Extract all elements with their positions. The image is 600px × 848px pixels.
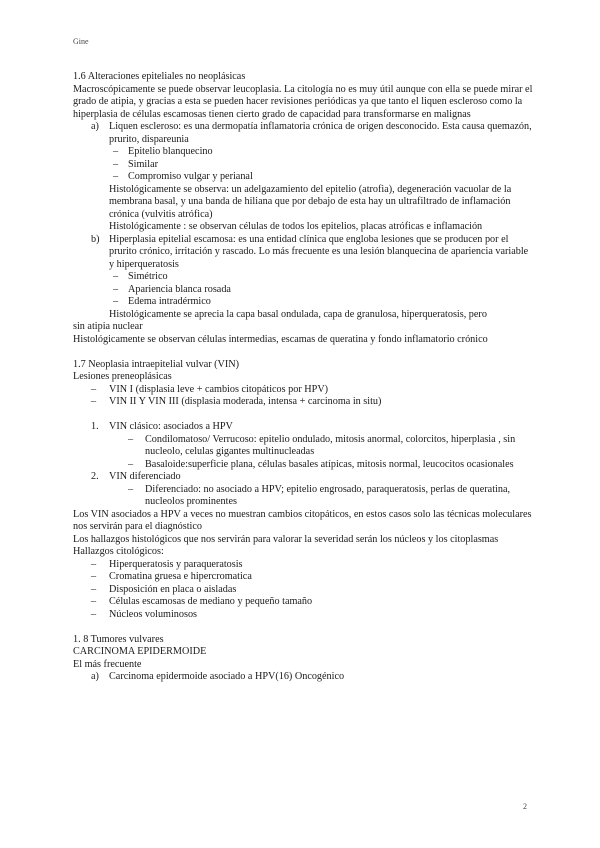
dash-bullet: – xyxy=(91,608,97,620)
list-item-a-carcinoma xyxy=(73,671,533,684)
list-item-text: VIN II Y VIN III (displasia moderada, intensa + carcinoma in situ) xyxy=(109,396,382,407)
running-header: Gine xyxy=(73,37,89,46)
dash-bullet: – xyxy=(113,158,119,170)
list-item-a-liquen xyxy=(73,121,533,146)
dash-bullet: – xyxy=(91,583,97,595)
list-item xyxy=(73,384,533,397)
list-item xyxy=(73,609,533,622)
list-item-text: Núcleos voluminosos xyxy=(109,608,198,620)
list-item-text: VIN diferenciado xyxy=(109,471,181,482)
section-1-8-subtitle-2: El más frecuente xyxy=(73,658,142,670)
page-content xyxy=(73,71,533,684)
list-item-text: Hiperplasia epitelial escamosa: es una entidad clínica que engloba lesiones que se producen por el prurito crónico, irritación y rascado. Lo más frecuente es una lesión blanquecina de apariencia variable y hiperqueratosis xyxy=(109,233,529,270)
list-item xyxy=(73,159,533,172)
list-item-text: Simétrico xyxy=(128,271,168,282)
numbered-item-vin-diferenciado xyxy=(73,471,533,484)
list-item xyxy=(73,571,533,584)
section-1-7-title: 1.7 Neoplasia intraepitelial vulvar (VIN) xyxy=(73,358,240,370)
list-marker: 2. xyxy=(91,471,99,482)
list-item-text: Apariencia blanca rosada xyxy=(128,283,231,295)
section-1-8-subtitle: CARCINOMA EPIDERMOIDE xyxy=(73,646,207,657)
list-item-text: VIN I (displasia leve + cambios citopáticos por HPV) xyxy=(109,383,329,395)
histology-paragraph: Histológicamente se aprecia la capa basal ondulada, capa de granulosa, hiperqueratosis, pero xyxy=(109,308,487,320)
list-item xyxy=(73,284,533,297)
list-item xyxy=(73,596,533,609)
list-item-text: Hiperqueratosis y paraqueratosis xyxy=(109,558,243,570)
section-1-6-intro: Macroscópicamente se puede observar leucoplasia. La citología no es muy útil aunque con ella se puede mirar el grado de atipia, y gracias a esta se pueden hacer revisiones periódicas ya que tanto el liquen escleroso como la hiperplasia de células escamosas tienen cierto grado de capacidad para transformarse en malignas xyxy=(73,83,533,120)
list-item xyxy=(73,559,533,572)
histology-paragraph-cont: sin atipia nuclear xyxy=(73,321,143,332)
list-item-text: VIN clásico: asociados a HPV xyxy=(109,421,233,432)
dash-bullet: – xyxy=(113,271,119,282)
dash-bullet: – xyxy=(128,458,134,470)
histology-paragraph: Histológicamente : se observan células de todos los epitelios, placas atróficas e inflamación xyxy=(109,221,483,232)
list-item-text: Compromiso vulgar y perianal xyxy=(128,171,253,182)
dash-bullet: – xyxy=(113,171,119,182)
list-item-text: Diferenciado: no asociado a HPV; epitelio engrosado, paraqueratosis, perlas de queratina, nucleolos prominentes xyxy=(145,483,511,507)
list-item xyxy=(73,434,533,459)
list-item-text: Cromatina gruesa e hipercromatica xyxy=(109,571,252,582)
list-item xyxy=(73,296,533,309)
list-item xyxy=(73,484,533,509)
dash-bullet: – xyxy=(128,433,134,445)
section-1-6-title: 1.6 Alteraciones epiteliales no neoplásicas xyxy=(73,71,246,82)
histology-paragraph: Histológicamente se observan células intermedias, escamas de queratina y fondo inflamatorio crónico xyxy=(73,333,488,345)
list-item xyxy=(73,584,533,597)
list-marker: a) xyxy=(91,121,99,132)
list-item-text: Condilomatoso/ Verrucoso: epitelio ondulado, mitosis anormal, colorcitos, hiperplasia , sin nucleolo, celulas gigantes multinucleadas xyxy=(145,433,516,457)
dash-bullet: – xyxy=(128,483,134,495)
page-number: 2 xyxy=(523,802,527,811)
histology-paragraph: Histológicamente se observa: un adelgazamiento del epitelio (atrofia), degeneración vacuolar de la membrana basal, y una banda de hiliana que por debajo de esta hay un ultrafiltrado de inflamación crónica (vulvitis atrófica) xyxy=(109,183,512,220)
list-item xyxy=(73,459,533,472)
list-item-text: Carcinoma epidermoide asociado a HPV(16) Oncogénico xyxy=(109,671,345,682)
section-1-8-title: 1. 8 Tumores vulvares xyxy=(73,633,164,645)
dash-bullet: – xyxy=(113,296,119,307)
list-item-text: Disposición en placa o aisladas xyxy=(109,583,237,595)
list-item xyxy=(73,171,533,184)
list-marker: a) xyxy=(91,671,99,682)
dash-bullet: – xyxy=(91,571,97,582)
list-item xyxy=(73,396,533,409)
list-marker: 1. xyxy=(91,421,99,432)
list-item-text: Células escamosas de mediano y pequeño tamaño xyxy=(109,596,313,607)
list-item-b-hiperplasia xyxy=(73,234,533,272)
list-item xyxy=(73,271,533,284)
list-item-text: Basaloide:superficie plana, células basales atípicas, mitosis normal, leucocitos ocasionales xyxy=(145,458,514,470)
list-item-text: Edema intradérmico xyxy=(128,296,211,307)
dash-bullet: – xyxy=(113,146,119,157)
section-1-7-subtitle: Lesiones preneoplásicas xyxy=(73,371,172,382)
paragraph: Los hallazgos histológicos que nos servirán para valorar la severidad serán los núcleos y los citoplasmas xyxy=(73,533,499,545)
list-item-text: Liquen escleroso: es una dermopatía inflamatoria crónica de origen desconocido. Esta causa quemazón, prurito, dispareunia xyxy=(109,121,532,145)
dash-bullet: – xyxy=(91,596,97,607)
findings-title: Hallazgos citológicos: xyxy=(73,546,164,557)
dash-bullet: – xyxy=(113,283,119,295)
dash-bullet: – xyxy=(91,383,97,395)
list-item-text: Similar xyxy=(128,158,158,170)
list-marker: b) xyxy=(91,233,100,245)
list-item xyxy=(73,146,533,159)
paragraph: Los VIN asociados a HPV a veces no muestran cambios citopáticos, en estos casos solo las técnicas moleculares nos servirán para el diagnóstico xyxy=(73,508,532,532)
dash-bullet: – xyxy=(91,396,97,407)
dash-bullet: – xyxy=(91,558,97,570)
list-item-text: Epitelio blanquecino xyxy=(128,146,213,157)
numbered-item-vin-clasico xyxy=(73,421,533,434)
